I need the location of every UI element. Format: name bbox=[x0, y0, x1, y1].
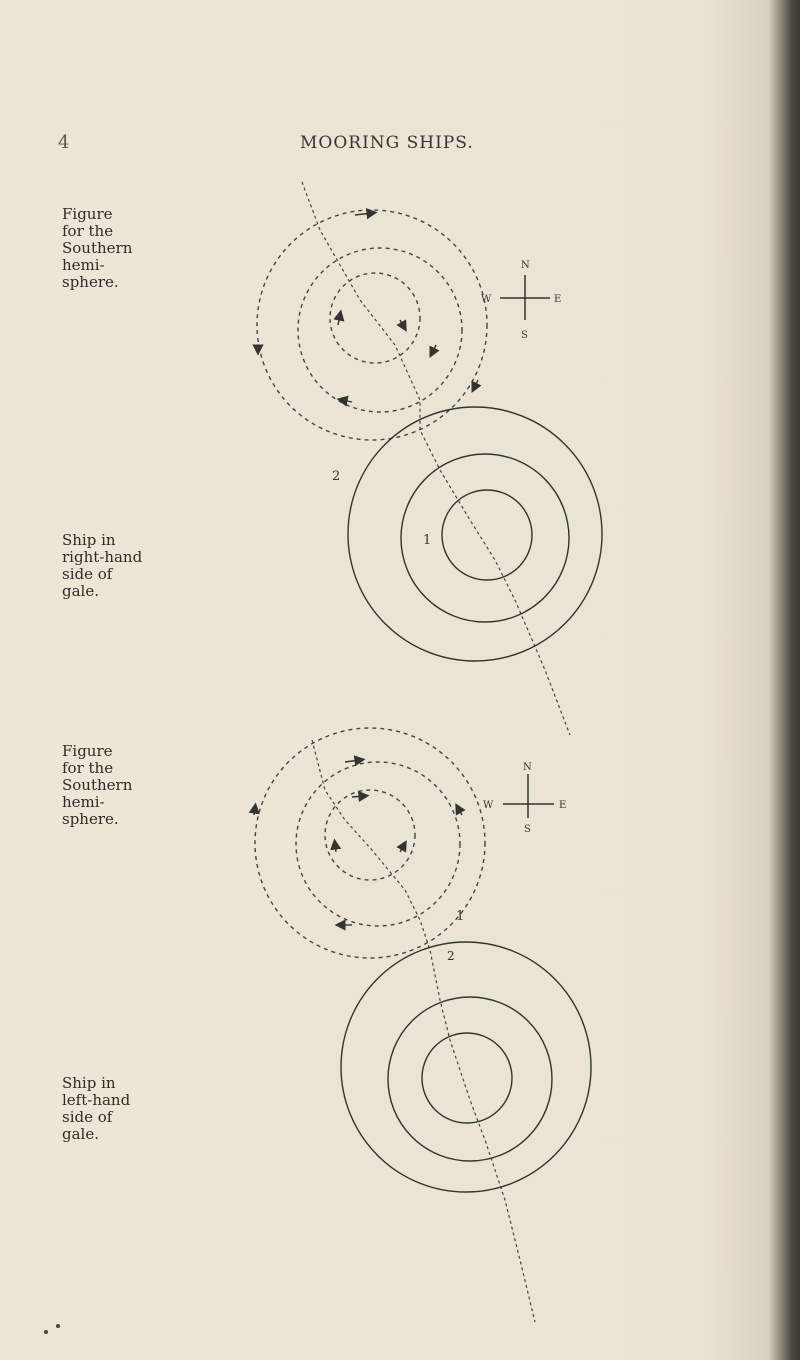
top-arrow-top bbox=[355, 213, 372, 215]
bottom-compass-s: S bbox=[524, 824, 531, 835]
top-arrow-bottom bbox=[342, 400, 352, 402]
bottom-arrow-inner-3 bbox=[400, 845, 404, 852]
top-figure-arrows bbox=[258, 213, 478, 402]
bottom-position-2-label: 2 bbox=[447, 949, 455, 963]
caption-left-hand-side: Ship in left-hand side of gale. bbox=[62, 1074, 131, 1143]
bottom-figure-arrows bbox=[254, 760, 465, 925]
top-arrow-inner-1 bbox=[338, 315, 340, 325]
top-figure-dashed-circles bbox=[257, 210, 487, 440]
bottom-compass-e: E bbox=[559, 800, 567, 811]
bottom-compass-w: W bbox=[483, 800, 494, 811]
top-solid-inner-circle bbox=[442, 490, 532, 580]
bottom-solid-outer-circle bbox=[341, 942, 591, 1192]
running-head: MOORING SHIPS. bbox=[300, 133, 474, 153]
top-compass-e: E bbox=[554, 294, 562, 305]
bottom-compass bbox=[503, 774, 554, 818]
top-ship-track bbox=[302, 182, 570, 735]
top-inner-dashed-circle bbox=[330, 273, 420, 363]
bottom-solid-middle-circle bbox=[388, 997, 552, 1161]
page-number: 4 bbox=[58, 132, 70, 153]
bottom-inner-dashed-circle bbox=[325, 790, 415, 880]
bottom-arrow-inner-2 bbox=[335, 844, 336, 852]
bottom-figure-dashed-circles bbox=[255, 728, 485, 958]
bottom-position-1-label: 1 bbox=[456, 909, 465, 924]
top-position-2-label: 2 bbox=[332, 469, 341, 484]
top-position-1-label: 1 bbox=[423, 533, 432, 548]
top-compass-w: W bbox=[481, 294, 492, 305]
top-compass-s: S bbox=[521, 330, 528, 341]
top-arrow-inner-3 bbox=[432, 345, 436, 353]
top-solid-outer-circle bbox=[348, 407, 602, 661]
bottom-arrow-inner-1 bbox=[352, 796, 364, 797]
top-compass bbox=[500, 275, 550, 320]
bottom-arrow-top bbox=[345, 760, 360, 762]
bottom-solid-circles bbox=[341, 942, 591, 1192]
top-arrow-right bbox=[474, 380, 478, 388]
caption-figure-southern-2: Figure for the Southern hemi- sphere. bbox=[62, 742, 133, 828]
caption-figure-southern-1: Figure for the Southern hemi- sphere. bbox=[62, 205, 133, 291]
ink-spot bbox=[44, 1330, 48, 1334]
top-solid-circles bbox=[348, 407, 602, 661]
top-compass-n: N bbox=[521, 260, 530, 271]
bottom-compass-n: N bbox=[523, 762, 532, 773]
bottom-solid-inner-circle bbox=[422, 1033, 512, 1123]
caption-right-hand-side: Ship in right-hand side of gale. bbox=[62, 531, 143, 600]
ink-spot bbox=[56, 1324, 60, 1328]
bottom-arrow-right bbox=[458, 808, 462, 815]
top-outer-dashed-circle bbox=[257, 210, 487, 440]
bottom-arrow-left bbox=[254, 808, 255, 815]
bottom-middle-dashed-circle bbox=[296, 762, 460, 926]
top-arrow-inner-2 bbox=[400, 320, 404, 327]
bottom-ship-track bbox=[312, 740, 535, 1322]
